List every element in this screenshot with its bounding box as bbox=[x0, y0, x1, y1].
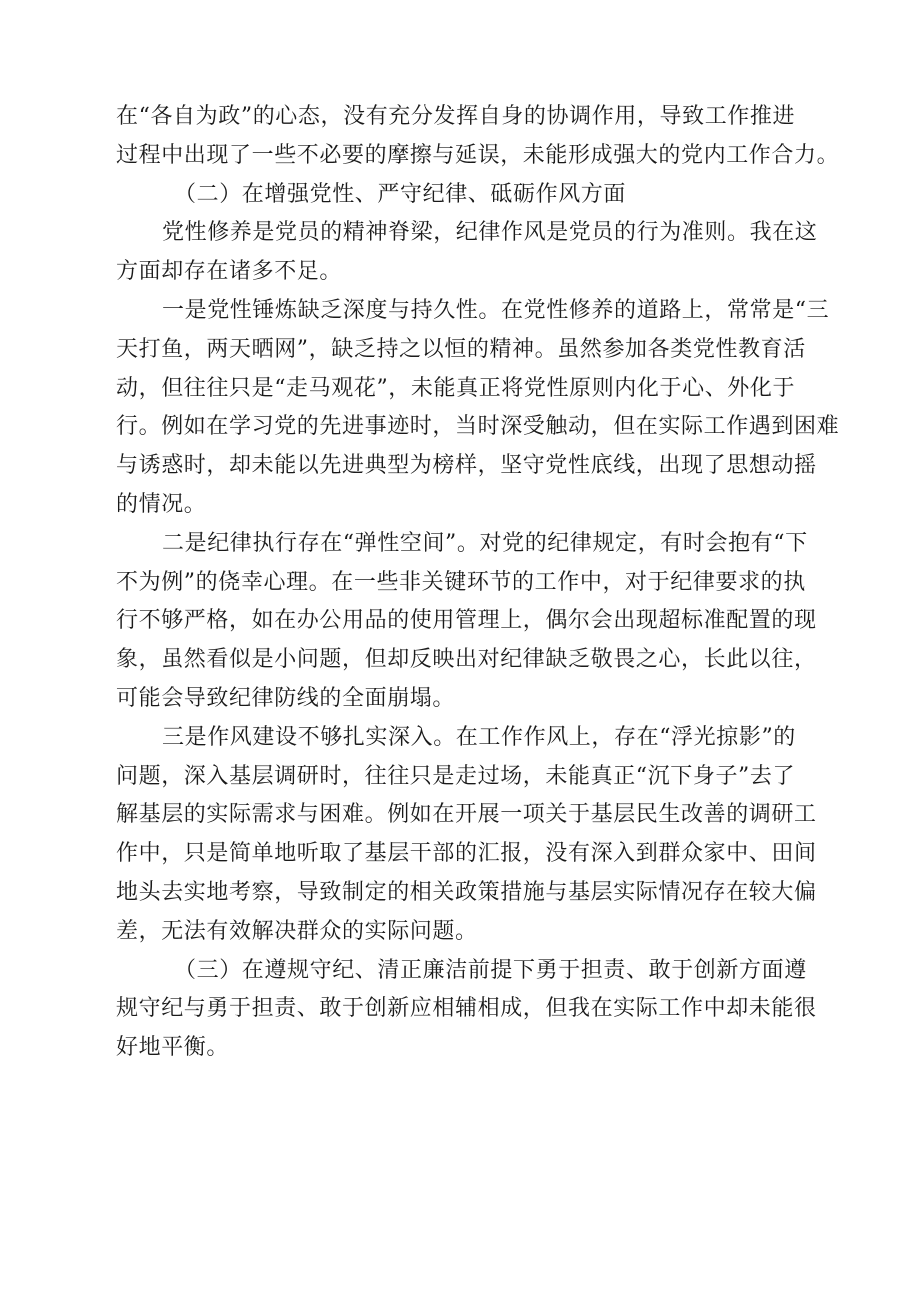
text-line: 过程中出现了一些不必要的摩擦与延误，未能形成强大的党内工作合力。 bbox=[116, 142, 840, 168]
text-line: 解基层的实际需求与困难。例如在开展一项关于基层民生改善的调研工 bbox=[116, 802, 817, 828]
text-line: 动，但往往只是“走马观花”，未能真正将党性原则内化于心、外化于 bbox=[116, 375, 796, 401]
text-line: 一是党性锤炼缺乏深度与持久性。在党性修养的道路上，常常是“三 bbox=[162, 297, 830, 323]
text-line: 天打鱼，两天晒网”，缺乏持之以恒的精神。虽然参加各类党性教育活 bbox=[116, 336, 806, 362]
section-3-paragraph bbox=[116, 952, 840, 1068]
text-line: 象，虽然看似是小问题，但却反映出对纪律缺乏敬畏之心，长此以往， bbox=[116, 647, 817, 673]
text-line: 与诱惑时，却未能以先进典型为榜样，坚守党性底线，出现了思想动摇 bbox=[116, 453, 817, 479]
section-heading-2: （二）在增强党性、严守纪律、砥砺作风方面 bbox=[174, 181, 627, 207]
document-page bbox=[116, 98, 840, 1068]
text-line: 地头去实地考察，导致制定的相关政策措施与基层实际情况存在较大偏 bbox=[116, 879, 817, 905]
text-line: 的情况。 bbox=[116, 491, 207, 517]
point-2-paragraph bbox=[116, 525, 840, 719]
section2-intro-paragraph bbox=[116, 214, 840, 292]
text-line: 三是作风建设不够扎实深入。在工作作风上，存在“浮光掠影”的 bbox=[162, 724, 796, 750]
text-line: 作中，只是简单地听取了基层干部的汇报，没有深入到群众家中、田间 bbox=[116, 841, 817, 867]
point-3-paragraph bbox=[116, 719, 840, 952]
text-line: 问题，深入基层调研时，往往只是走过场，未能真正“沉下身子”去了 bbox=[116, 763, 796, 789]
text-line: 方面却存在诸多不足。 bbox=[116, 259, 343, 285]
point-1-paragraph bbox=[116, 292, 840, 525]
text-line: 规守纪与勇于担责、敢于创新应相辅相成，但我在实际工作中却未能很 bbox=[116, 996, 817, 1022]
text-line: 行不够严格，如在办公用品的使用管理上，偶尔会出现超标准配置的现 bbox=[116, 608, 817, 634]
continuation-paragraph bbox=[116, 98, 840, 176]
text-line: 可能会导致纪律防线的全面崩塌。 bbox=[116, 685, 456, 711]
text-line: 二是纪律执行存在“弹性空间”。对党的纪律规定，有时会抱有“下 bbox=[162, 530, 808, 556]
text-line: 差，无法有效解决群众的实际问题。 bbox=[116, 918, 478, 944]
text-line: （三）在遵规守纪、清正廉洁前提下勇于担责、敢于创新方面遵 bbox=[174, 957, 807, 983]
text-line: 好地平衡。 bbox=[116, 1035, 230, 1061]
text-line: 党性修养是党员的精神脊梁，纪律作风是党员的行为准则。我在这 bbox=[162, 220, 818, 246]
text-line: 不为例”的侥幸心理。在一些非关键环节的工作中，对于纪律要求的执 bbox=[116, 569, 806, 595]
text-line: 行。例如在学习党的先进事迹时，当时深受触动，但在实际工作遇到困难 bbox=[116, 414, 840, 440]
text-line: 在“各自为政”的心态，没有充分发挥自身的协调作用，导致工作推进 bbox=[116, 104, 796, 129]
